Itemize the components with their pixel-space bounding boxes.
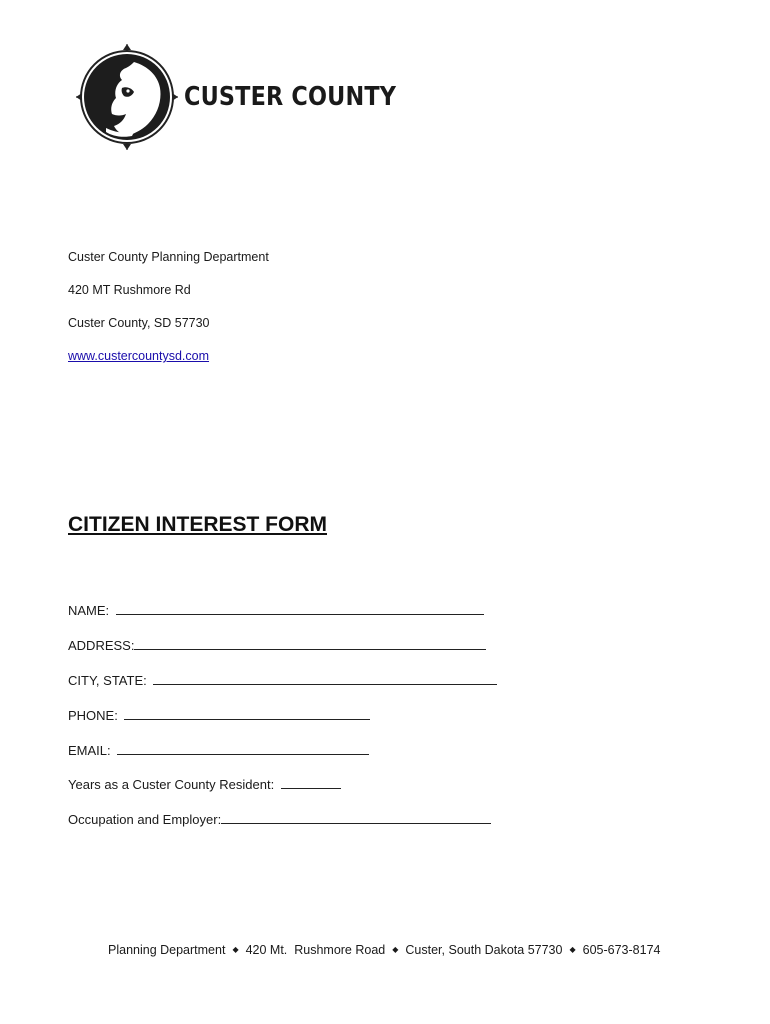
phone-label: PHONE: (68, 708, 122, 723)
street-address: 420 MT Rushmore Rd (68, 283, 191, 297)
address-field[interactable] (68, 635, 486, 653)
diamond-separator-icon: ◆ (232, 945, 239, 954)
occupation-input-line[interactable] (221, 809, 491, 824)
email-field[interactable] (68, 740, 369, 758)
city-state-field[interactable] (68, 670, 497, 688)
city-state-label: CITY, STATE: (68, 673, 151, 688)
email-input-line[interactable] (117, 740, 369, 755)
footer-department: Planning Department (108, 943, 226, 957)
residency-years-label: Years as a Custer County Resident: (68, 777, 278, 792)
occupation-field[interactable] (68, 809, 491, 827)
residency-years-input-line[interactable] (281, 774, 341, 789)
form-title: CITIZEN INTEREST FORM (68, 513, 327, 536)
address-label: ADDRESS: (68, 638, 135, 653)
footer-phone: 605-673-8174 (582, 943, 661, 957)
footer-address: 420 Mt. Rushmore Road (245, 943, 386, 957)
email-label: EMAIL: (68, 743, 115, 758)
name-label: NAME: (68, 603, 113, 618)
city-state-zip: Custer County, SD 57730 (68, 316, 210, 330)
diamond-separator-icon: ◆ (392, 945, 399, 954)
footer-city: Custer, South Dakota 57730 (405, 943, 563, 957)
diamond-separator-icon: ◆ (569, 945, 576, 954)
occupation-label: Occupation and Employer: (68, 812, 222, 827)
county-brand-name: CUSTER COUNTY (184, 82, 397, 112)
phone-field[interactable] (68, 705, 370, 723)
address-input-line[interactable] (134, 635, 486, 650)
residency-years-field[interactable] (68, 774, 341, 792)
county-seal-logo (76, 44, 178, 150)
page-footer (108, 943, 660, 957)
phone-input-line[interactable] (124, 705, 370, 720)
department-name: Custer County Planning Department (68, 250, 269, 264)
city-state-input-line[interactable] (153, 670, 497, 685)
name-input-line[interactable] (116, 600, 484, 615)
website-link[interactable]: www.custercountysd.com (68, 349, 210, 363)
name-field[interactable] (68, 600, 484, 618)
